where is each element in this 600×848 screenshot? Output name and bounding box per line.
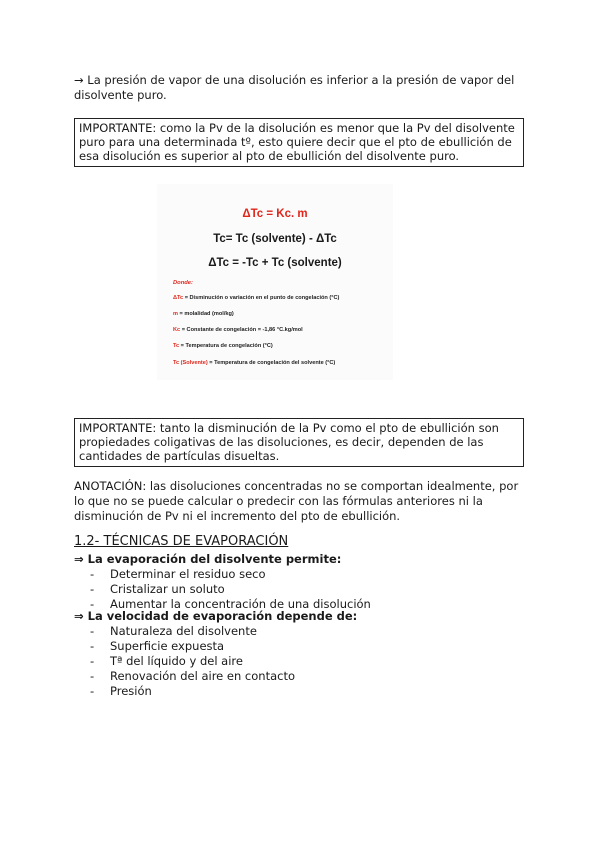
list2-heading: ⇒ La velocidad de evaporación depende de:	[74, 609, 358, 623]
formula-donde: Donde:	[173, 280, 193, 286]
formula-def: Tc = Temperatura de congelación (°C)	[173, 343, 273, 349]
formula-line-2: Tc= Tc (solvente) - ΔTc	[213, 233, 337, 245]
list-item: - Tª del líquido y del aire	[88, 654, 295, 669]
list-item: - Superficie expuesta	[88, 639, 295, 654]
important-box-1	[74, 118, 524, 167]
formula-def: m = molalidad (mol/kg)	[173, 311, 234, 317]
formula-def: Kc = Constante de congelación = -1,86 °C.kg/mol	[173, 327, 303, 333]
list-item: - Naturaleza del disolvente	[88, 624, 295, 639]
list-item: - Renovación del aire en contacto	[88, 669, 295, 684]
important-label: IMPORTANTE:	[79, 121, 157, 135]
list-item: - Determinar el residuo seco	[88, 567, 371, 582]
important-label: IMPORTANTE:	[79, 421, 157, 435]
intro-paragraph: → La presión de vapor de una disolución es inferior a la presión de vapor del disolvente puro.	[74, 73, 515, 102]
anotacion-text: las disoluciones concentradas no se comportan idealmente, por lo que no se puede calcular o predecir con las fórmulas anteriores ni la disminución de Pv ni el incremento del pto de ebullición.	[74, 479, 519, 523]
formula-def: ΔTc = Disminución o variación en el punto de congelación (°C)	[173, 295, 340, 301]
formula-line-3: ΔTc = -Tc + Tc (solvente)	[208, 257, 342, 269]
formula-figure	[157, 184, 393, 380]
anotacion-label: ANOTACIÓN:	[74, 479, 147, 493]
list1-heading: ⇒ La evaporación del disolvente permite:	[74, 552, 342, 566]
list1	[88, 567, 371, 612]
important-text: como la Pv de la disolución es menor que la Pv del disolvente puro para una determinada tº, esto quiere decir que el pto de ebullición de esa disolución es superior al pto de ebullición del disolvente puro.	[79, 121, 515, 163]
section-title: 1.2- TÉCNICAS DE EVAPORACIÓN	[74, 534, 289, 549]
list-item: - Cristalizar un soluto	[88, 582, 371, 597]
list-item: - Aumentar la concentración de una disolución	[88, 597, 371, 612]
anotacion-paragraph	[74, 479, 526, 524]
important-text: tanto la disminución de la Pv como el pto de ebullición son propiedades coligativas de las disoluciones, es decir, dependen de las cantidades de partículas disueltas.	[79, 421, 499, 463]
formula-line-1: ΔTc = Kc. m	[242, 208, 308, 220]
list2	[88, 624, 295, 699]
list-item: - Presión	[88, 684, 295, 699]
formula-def: Tc (Solvente) = Temperatura de congelación del solvente (°C)	[173, 360, 336, 366]
important-box-2	[74, 418, 524, 467]
